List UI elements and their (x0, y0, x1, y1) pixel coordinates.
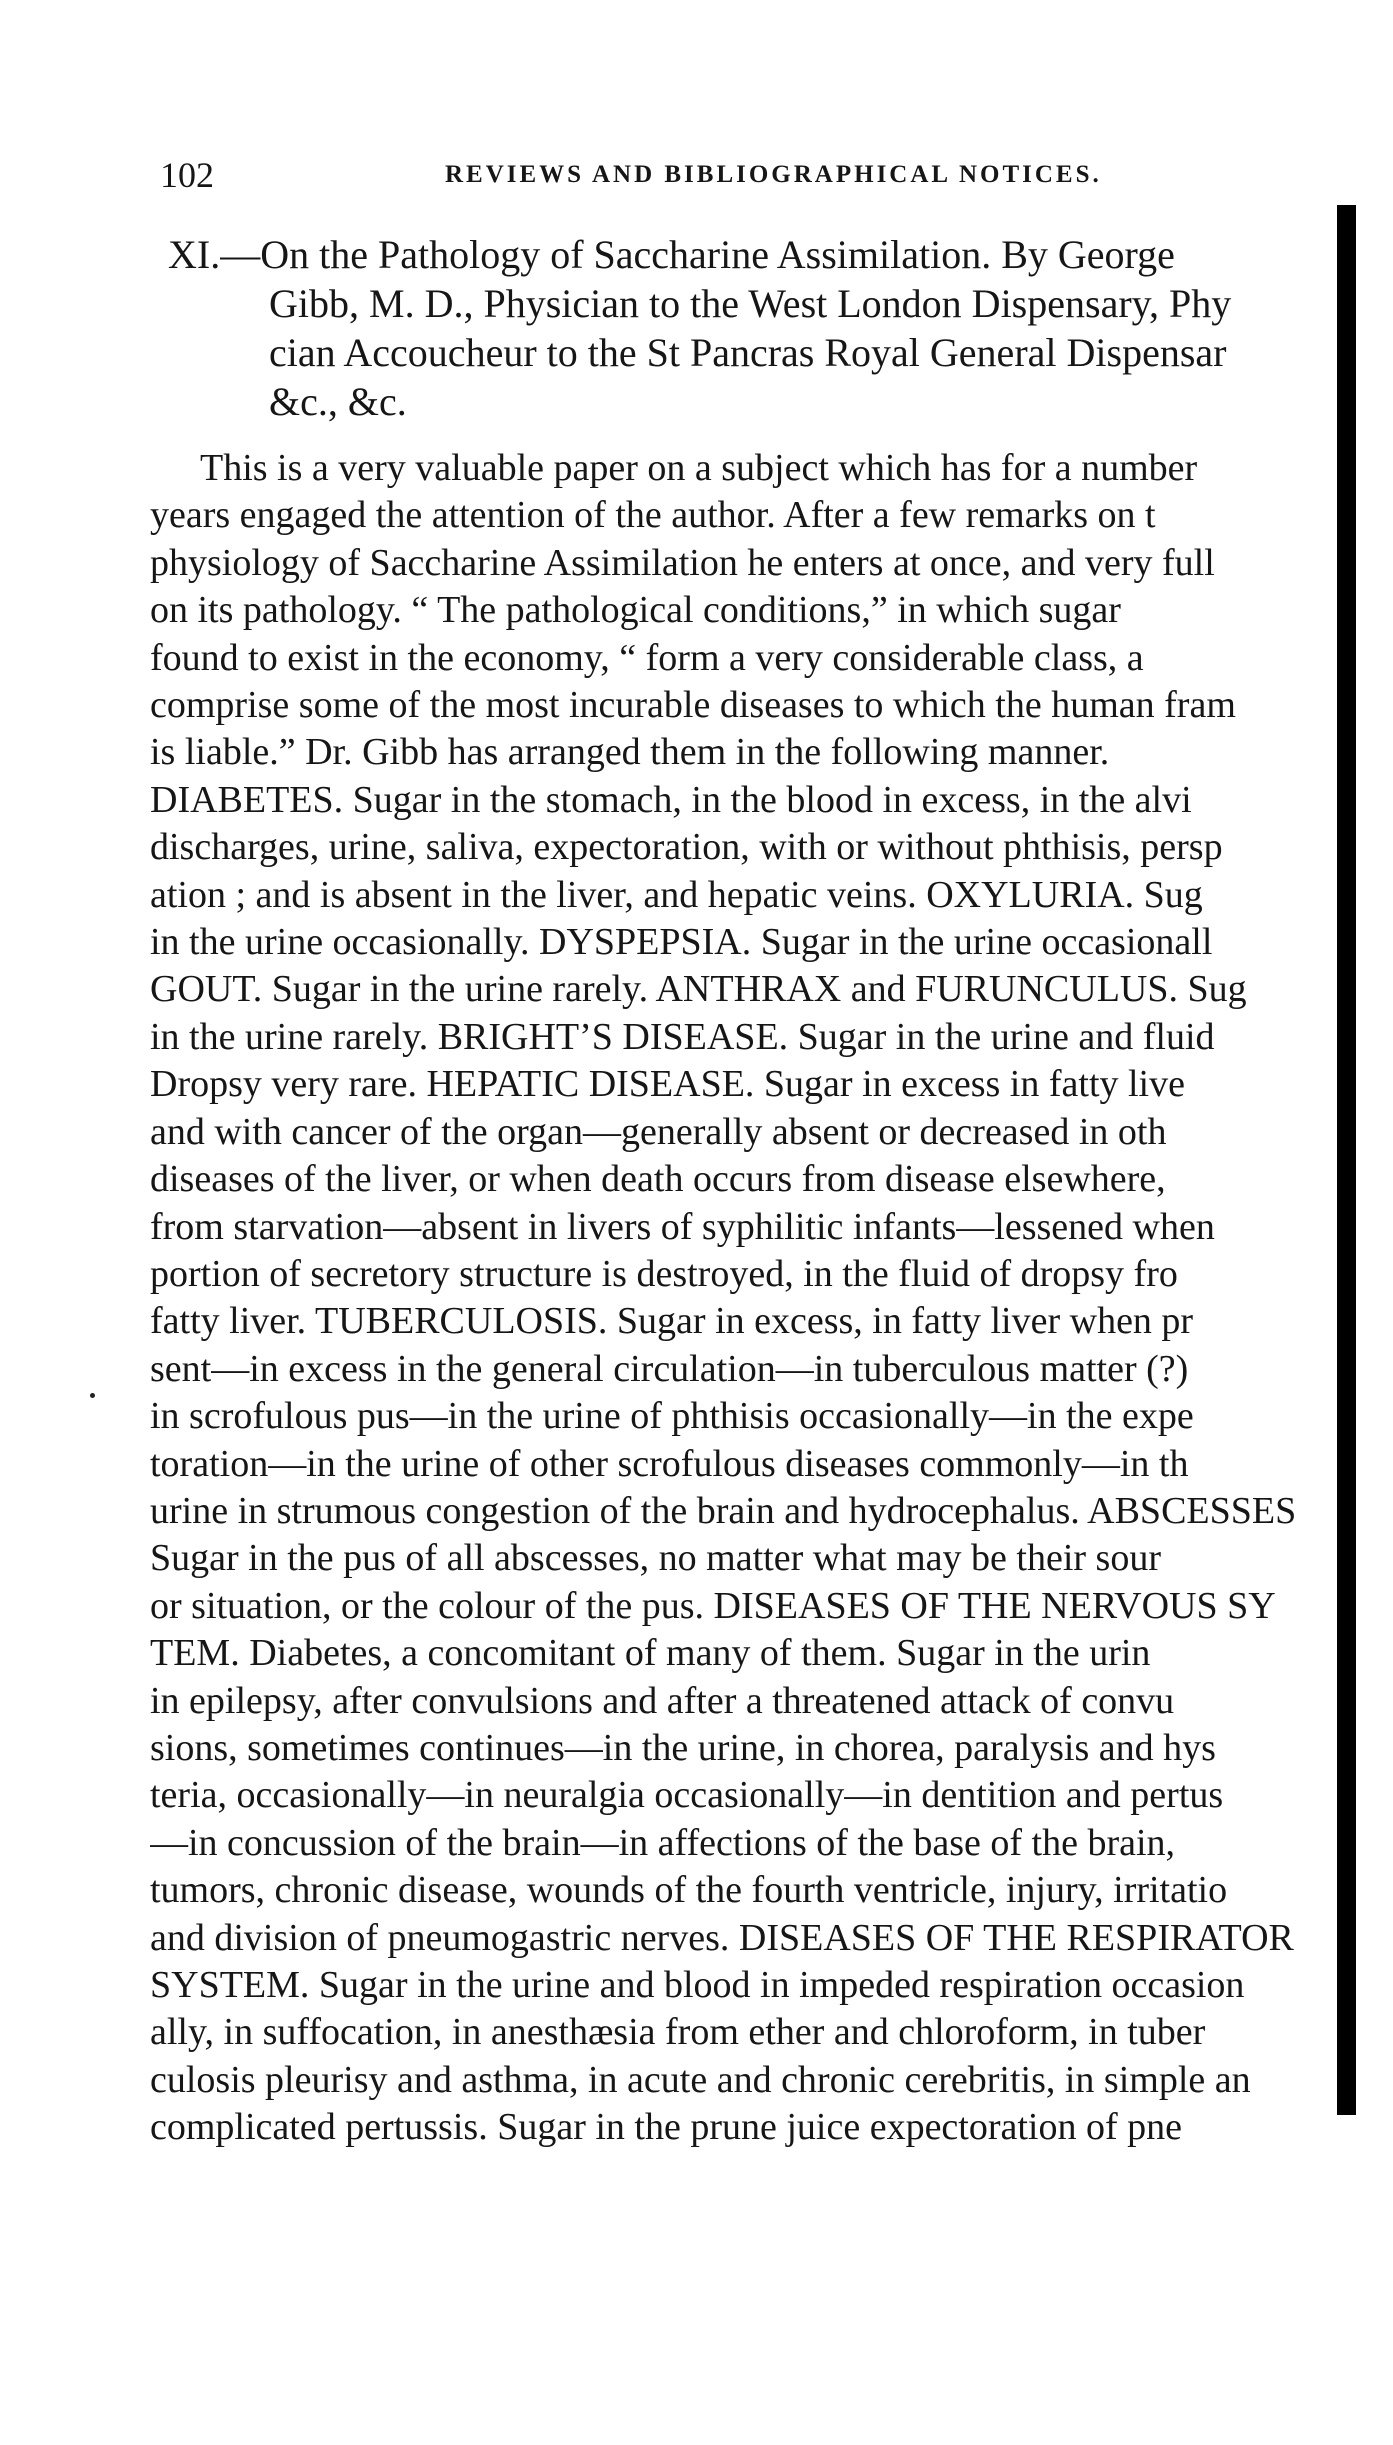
body-line: in the urine rarely. BRIGHT’S DISEASE. Sugar in the urine and fluid (150, 1015, 1215, 1058)
body-line: physiology of Saccharine Assimilation he enters at once, and very full (150, 541, 1215, 584)
body-line: discharges, urine, saliva, expectoration, with or without phthisis, persp (150, 826, 1223, 869)
body-line: years engaged the attention of the author. After a few remarks on t (150, 494, 1156, 537)
article-heading (168, 230, 1333, 426)
heading-line: &c., &c. (269, 379, 407, 424)
body-line: from starvation—absent in livers of syphilitic infants—lessened when (150, 1205, 1215, 1248)
body-line: tumors, chronic disease, wounds of the fourth ventricle, injury, irritatio (150, 1869, 1228, 1912)
body-line: ally, in suffocation, in anesthæsia from ether and chloroform, in tuber (150, 2011, 1206, 2054)
body-line: in epilepsy, after convulsions and after a threatened attack of convu (150, 1679, 1175, 1722)
body-line: culosis pleurisy and asthma, in acute and chronic cerebritis, in simple an (150, 2058, 1251, 2101)
body-line: and division of pneumogastric nerves. DISEASES OF THE RESPIRATOR (150, 1916, 1294, 1959)
body-line: teria, occasionally—in neuralgia occasionally—in dentition and pertus (150, 1774, 1224, 1817)
body-line: comprise some of the most incurable diseases to which the human fram (150, 684, 1236, 727)
heading-line: cian Accoucheur to the St Pancras Royal General Dispensar (269, 330, 1227, 375)
body-line: diseases of the liver, or when death occurs from disease elsewhere, (150, 1158, 1166, 1201)
body-line: sions, sometimes continues—in the urine, in chorea, paralysis and hys (150, 1726, 1216, 1769)
running-title: REVIEWS AND BIBLIOGRAPHICAL NOTICES. (445, 161, 1102, 188)
body-line: Sugar in the pus of all abscesses, no matter what may be their sour (150, 1537, 1161, 1580)
body-line: or situation, or the colour of the pus. DISEASES OF THE NERVOUS SY (150, 1584, 1276, 1627)
body-line: fatty liver. TUBERCULOSIS. Sugar in excess, in fatty liver when pr (150, 1300, 1194, 1343)
body-line: DIABETES. Sugar in the stomach, in the blood in excess, in the alvi (150, 778, 1192, 821)
body-line: portion of secretory structure is destroyed, in the fluid of dropsy fro (150, 1252, 1178, 1295)
heading-line: XI.—On the Pathology of Saccharine Assimilation. By George (168, 232, 1175, 277)
article-body (150, 445, 1345, 2152)
body-line: found to exist in the economy, “ form a very considerable class, a (150, 636, 1144, 679)
body-line: complicated pertussis. Sugar in the prune juice expectoration of pne (150, 2106, 1183, 2149)
heading-line: Gibb, M. D., Physician to the West London Dispensary, Phy (269, 281, 1232, 326)
body-line: This is a very valuable paper on a subject which has for a number (200, 447, 1198, 489)
page-number: 102 (160, 155, 214, 195)
body-line: SYSTEM. Sugar in the urine and blood in impeded respiration occasion (150, 1964, 1245, 2006)
body-line: GOUT. Sugar in the urine rarely. ANTHRAX and FURUNCULUS. Sug (150, 968, 1247, 1011)
body-line: Dropsy very rare. HEPATIC DISEASE. Sugar in excess in fatty live (150, 1063, 1185, 1106)
body-line: in the urine occasionally. DYSPEPSIA. Sugar in the urine occasionall (150, 921, 1213, 964)
body-line: —in concussion of the brain—in affections of the base of the brain, (150, 1821, 1176, 1864)
body-line: on its pathology. “ The pathological conditions,” in which sugar (150, 589, 1121, 632)
body-line: toration—in the urine of other scrofulous diseases commonly—in th (150, 1442, 1189, 1485)
body-line: ation ; and is absent in the liver, and hepatic veins. OXYLURIA. Sug (150, 873, 1203, 916)
body-line: sent—in excess in the general circulation—in tuberculous matter (?) (150, 1347, 1189, 1390)
running-head (160, 150, 1320, 200)
stray-ink-mark (90, 1393, 95, 1398)
body-line: and with cancer of the organ—generally absent or decreased in oth (150, 1110, 1167, 1153)
body-line: TEM. Diabetes, a concomitant of many of them. Sugar in the urin (150, 1632, 1151, 1675)
body-line: is liable.” Dr. Gibb has arranged them in the following manner. (150, 731, 1110, 774)
body-line: in scrofulous pus—in the urine of phthisis occasionally—in the expe (150, 1395, 1194, 1438)
scan-binding-shadow (1337, 205, 1356, 2115)
body-line: urine in strumous congestion of the brain and hydrocephalus. ABSCESSES (150, 1489, 1297, 1532)
